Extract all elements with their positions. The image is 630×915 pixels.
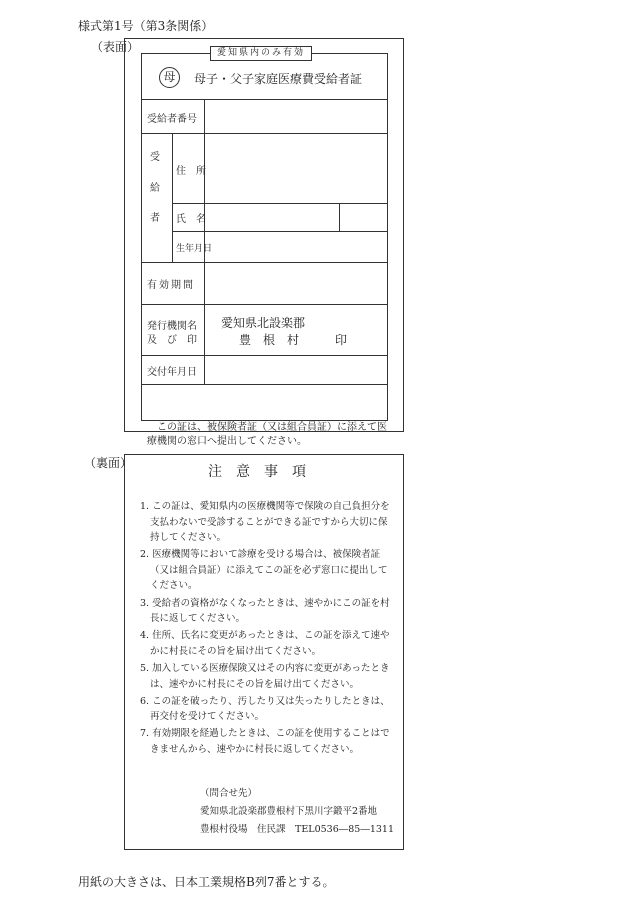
front-side-label: （表面） <box>91 40 140 54</box>
note-item: 7. 有効期限を経過したときは、この証を使用することはできませんから、速やかに村長に返してください。 <box>140 728 390 755</box>
notes-list <box>140 499 392 759</box>
card-title: 母子・父子家庭医療費受給者証 <box>194 72 363 86</box>
issuer-prefecture: 愛知県北設楽郡 <box>221 316 306 330</box>
row-divider <box>142 304 387 305</box>
issue-date-label: 交付年月日 <box>147 367 197 378</box>
address-label: 住 所 <box>176 166 206 177</box>
column-divider <box>172 133 173 262</box>
column-divider <box>339 203 340 231</box>
note-item: 3. 受給者の資格がなくなったときは、速やかにこの証を村長に返してください。 <box>140 597 390 625</box>
note-item: 5. 加入している医療保険又はその内容に変更があったときは、速やかに村長にその旨を届け出てください。 <box>140 662 390 690</box>
back-side-label: （裏面） <box>84 456 133 470</box>
maru-mother-icon: 母 <box>159 67 180 88</box>
contact-office: 豊根村役場 住民課 TEL0536―85―1311 <box>200 824 395 835</box>
note-item: 2. 医療機関等において診療を受ける場合は、被保険者証（又は組合員証）に添えてこの証を必ず窓口に提出してください。 <box>140 549 388 592</box>
front-note: この証は、被保険者証（又は組合員証）に添えて医療機関の窓口へ提出してください。 <box>147 422 387 447</box>
row-divider <box>142 384 387 385</box>
recipient-char: 受 <box>150 152 160 163</box>
certificate-back <box>124 454 404 850</box>
certificate-front <box>124 38 404 447</box>
valid-period-label: 有効期間 <box>147 280 195 291</box>
recipient-char: 給 <box>150 183 160 194</box>
validity-notice: 愛知県内のみ有効 <box>210 46 312 61</box>
recipient-char: 者 <box>150 213 160 224</box>
certificate-form <box>141 48 388 421</box>
name-label: 氏 名 <box>176 214 206 225</box>
birthdate-label: 生年月日 <box>176 244 213 254</box>
contact-address: 愛知県北設楽郡豊根村下黒川字鍛平2番地 <box>200 806 378 817</box>
issuer-village-seal: 豊 根 村 印 <box>239 333 348 347</box>
issuer-seal-label: 及 び 印 <box>147 335 197 346</box>
issuer-label: 発行機関名 <box>147 321 197 332</box>
note-item: 1. この証は、愛知県内の医療機関等で保険の自己負担分を支払わないで受診することができる証ですから大切に保持してください。 <box>140 501 390 544</box>
notes-title: 注意事項 <box>208 464 320 480</box>
row-divider <box>142 355 387 356</box>
note-item: 6. この証を破ったり、汚したり又は失ったりしたときは、再交付を受けてください。 <box>140 695 390 723</box>
title-row <box>142 54 387 100</box>
form-number-heading: 様式第1号（第3条関係） <box>78 19 214 33</box>
note-item: 4. 住所、氏名に変更があったときは、この証を添えて速やかに村長にその旨を届け出てください。 <box>140 630 390 657</box>
row-divider <box>142 262 387 263</box>
contact-heading: （問合せ先） <box>200 788 258 799</box>
recipient-number-label: 受給者番号 <box>147 114 197 125</box>
paper-size-note: 用紙の大きさは、日本工業規格B列7番とする。 <box>78 875 335 889</box>
row-divider <box>142 133 387 134</box>
